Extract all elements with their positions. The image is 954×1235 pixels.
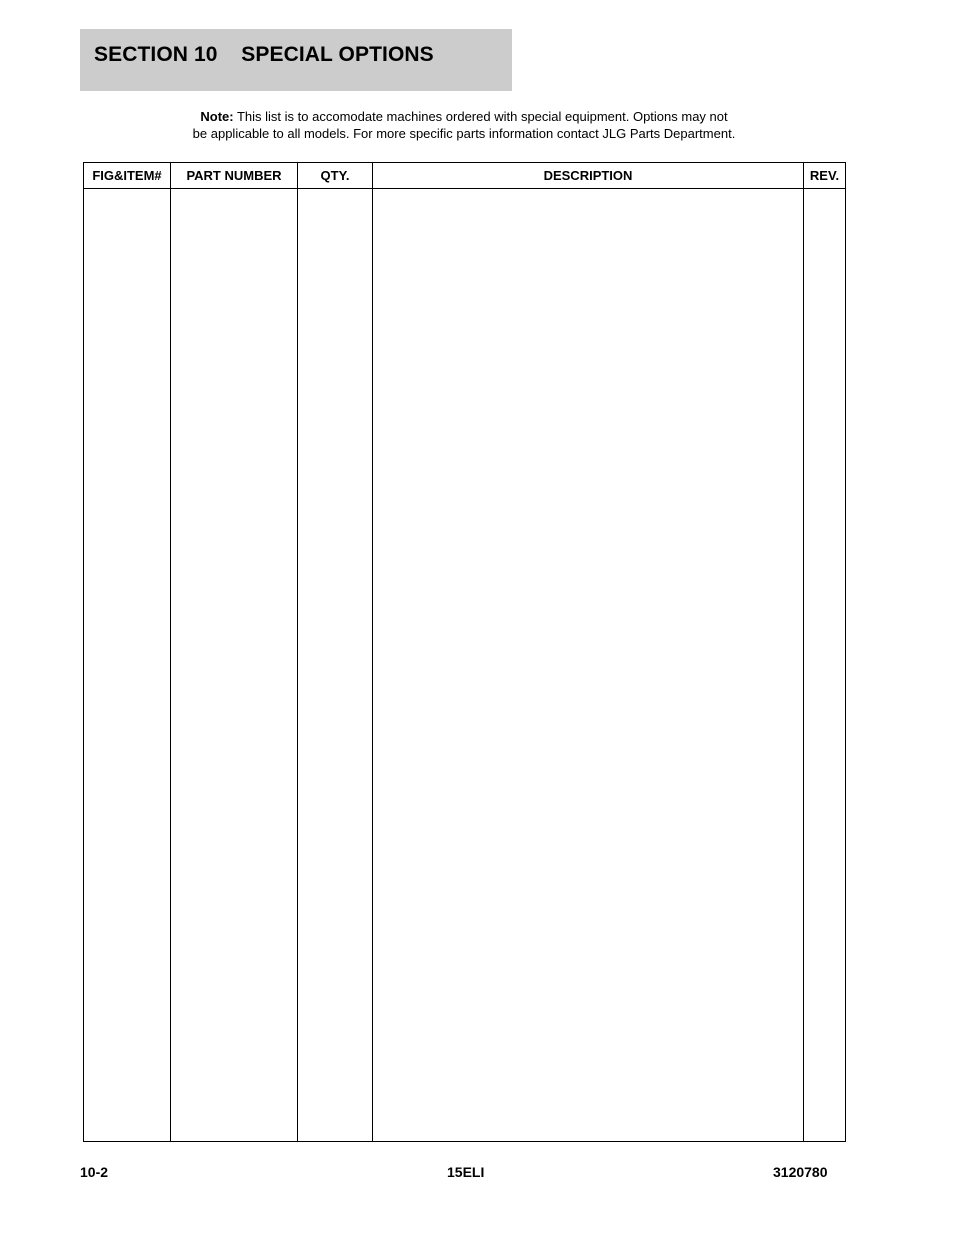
note-label: Note: [200, 109, 234, 124]
document-number: 3120780 [773, 1164, 828, 1180]
column-header-fig-item: FIG&ITEM# [84, 163, 171, 189]
model-name: 15ELI [447, 1164, 485, 1180]
note-line-1: This list is to accomodate machines ordered with special equipment. Options may not [236, 109, 728, 124]
cell-part-number [171, 189, 298, 1142]
cell-qty [298, 189, 373, 1142]
note-line-2: be applicable to all models. For more specific parts information contact JLG Parts Department. [192, 126, 736, 141]
cell-fig-item [84, 189, 171, 1142]
cell-rev [804, 189, 846, 1142]
parts-table [83, 162, 846, 1142]
table-row [84, 189, 846, 1142]
section-title: SECTION 10 SPECIAL OPTIONS [94, 43, 434, 66]
note-paragraph [0, 108, 928, 142]
cell-description [373, 189, 804, 1142]
column-header-rev: REV. [804, 163, 846, 189]
column-header-qty: QTY. [298, 163, 373, 189]
column-header-part-number: PART NUMBER [171, 163, 298, 189]
table-header-row [84, 163, 846, 189]
section-banner [80, 29, 512, 91]
page-number: 10-2 [80, 1164, 109, 1180]
column-header-description: DESCRIPTION [373, 163, 804, 189]
